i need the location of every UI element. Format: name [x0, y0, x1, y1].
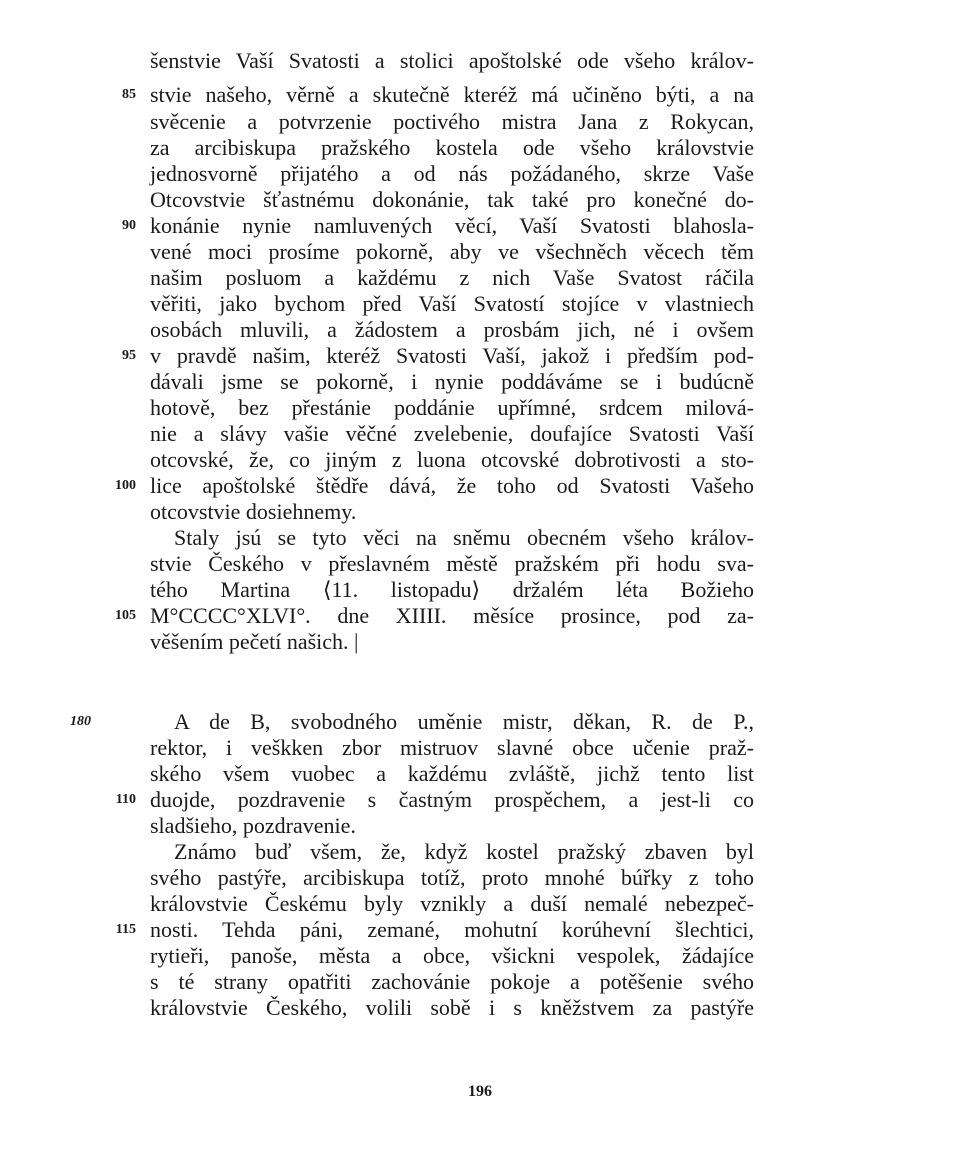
text-line: věšením pečetí našich. | — [150, 629, 359, 654]
text-line: královstvie Českého, volili sobě i s kněžstvem za pastýře — [150, 995, 754, 1020]
text-line: královstvie Českému byly vznikly a duší nemalé nebezpeč- — [150, 891, 754, 916]
text-line: osobách mluvili, a žádostem a prosbám jich, né i ovšem — [150, 317, 754, 342]
text-line: nie a slávy vašie věčné zvelebenie, doufajíce Svatosti Vaší — [150, 421, 754, 446]
text-line: věřiti, jako bychom před Vaší Svatostí stojíce v vlastniech — [150, 291, 754, 316]
text-line: dávali jsme se pokorně, i nynie poddáváme se i budúcně — [150, 369, 754, 394]
line-number: 115 — [115, 922, 136, 937]
text-line: ského všem vuobec a každému zvláště, jichž tento list — [150, 761, 754, 786]
text-line: otcovské, že, co jiným z luona otcovské dobrotivosti a sto- — [150, 447, 754, 472]
page-number: 196 — [468, 1083, 492, 1100]
text-line: vené moci prosíme pokorně, aby ve všechněch věcech těm — [150, 239, 754, 264]
line-number: 110 — [115, 792, 136, 807]
line-number: 105 — [115, 608, 136, 623]
text-line: svěcenie a potvrzenie poctivého mistra Jana z Rokycan, — [150, 109, 754, 134]
line-number: 100 — [115, 478, 136, 493]
text-line: lice apoštolské štědře dává, že toho od Svatosti Vašeho — [150, 473, 754, 498]
text-line: hotově, bez přestánie poddánie upřímné, srdcem milová- — [150, 395, 754, 420]
text-line: za arcibiskupa pražského kostela ode všeho královstvie — [150, 135, 754, 160]
text-line: Otcovstvie šťastnému dokonánie, tak také pro konečné do- — [150, 187, 754, 212]
text-line: Staly jsú se tyto věci na sněmu obecném všeho králov- — [174, 525, 754, 550]
text-line: stvie našeho, věrně a skutečně kteréž má učiněno býti, a na — [150, 82, 754, 107]
text-line: našim posluom a každému z nich Vaše Svatost ráčila — [150, 265, 754, 290]
text-line: šenstvie Vaší Svatosti a stolici apoštolské ode všeho králov- — [150, 48, 754, 73]
text-line: Známo buď všem, že, když kostel pražský zbaven byl — [174, 839, 754, 864]
text-line: konánie nynie namluvených věcí, Vaší Svatosti blahosla- — [150, 213, 754, 238]
text-line: A de B, svobodného uměnie mistr, děkan, R. de P., — [174, 709, 754, 734]
text-line: v pravdě našim, kteréž Svatosti Vaší, jakož i předším pod- — [150, 343, 754, 368]
text-line: duojde, pozdravenie s častným prospěchem, a jest-li co — [150, 787, 754, 812]
text-line: stvie Českého v přeslavném městě pražském při hodu sva- — [150, 551, 754, 576]
text-line: jednosvorně přijatého a od nás požádaného, skrze Vaše — [150, 161, 754, 186]
text-line: tého Martina ⟨11. listopadu⟩ držalém léta Božieho — [150, 577, 754, 602]
text-line: M°CCCC°XLVI°. dne XIIII. měsíce prosince, pod za- — [150, 603, 754, 628]
text-line: s té strany opatřiti zachovánie pokoje a potěšenie svého — [150, 969, 754, 994]
text-line: rektor, i veškken zbor mistruov slavné obce učenie praž- — [150, 735, 754, 760]
text-line: rytieři, panoše, města a obce, všickni vespolek, žádajíce — [150, 943, 754, 968]
text-line: sladšieho, pozdravenie. — [150, 813, 356, 838]
text-line: otcovstvie dosiehnemy. — [150, 499, 357, 524]
line-number: 85 — [122, 87, 136, 102]
text-line: nosti. Tehda páni, zemané, mohutní korúhevní šlechtici, — [150, 917, 754, 942]
line-number: 90 — [122, 218, 136, 233]
line-number: 95 — [122, 348, 136, 363]
page-marker: 180 — [70, 714, 91, 729]
text-line: svého pastýře, arcibiskupa totíž, proto mnohé búřky z toho — [150, 865, 754, 890]
